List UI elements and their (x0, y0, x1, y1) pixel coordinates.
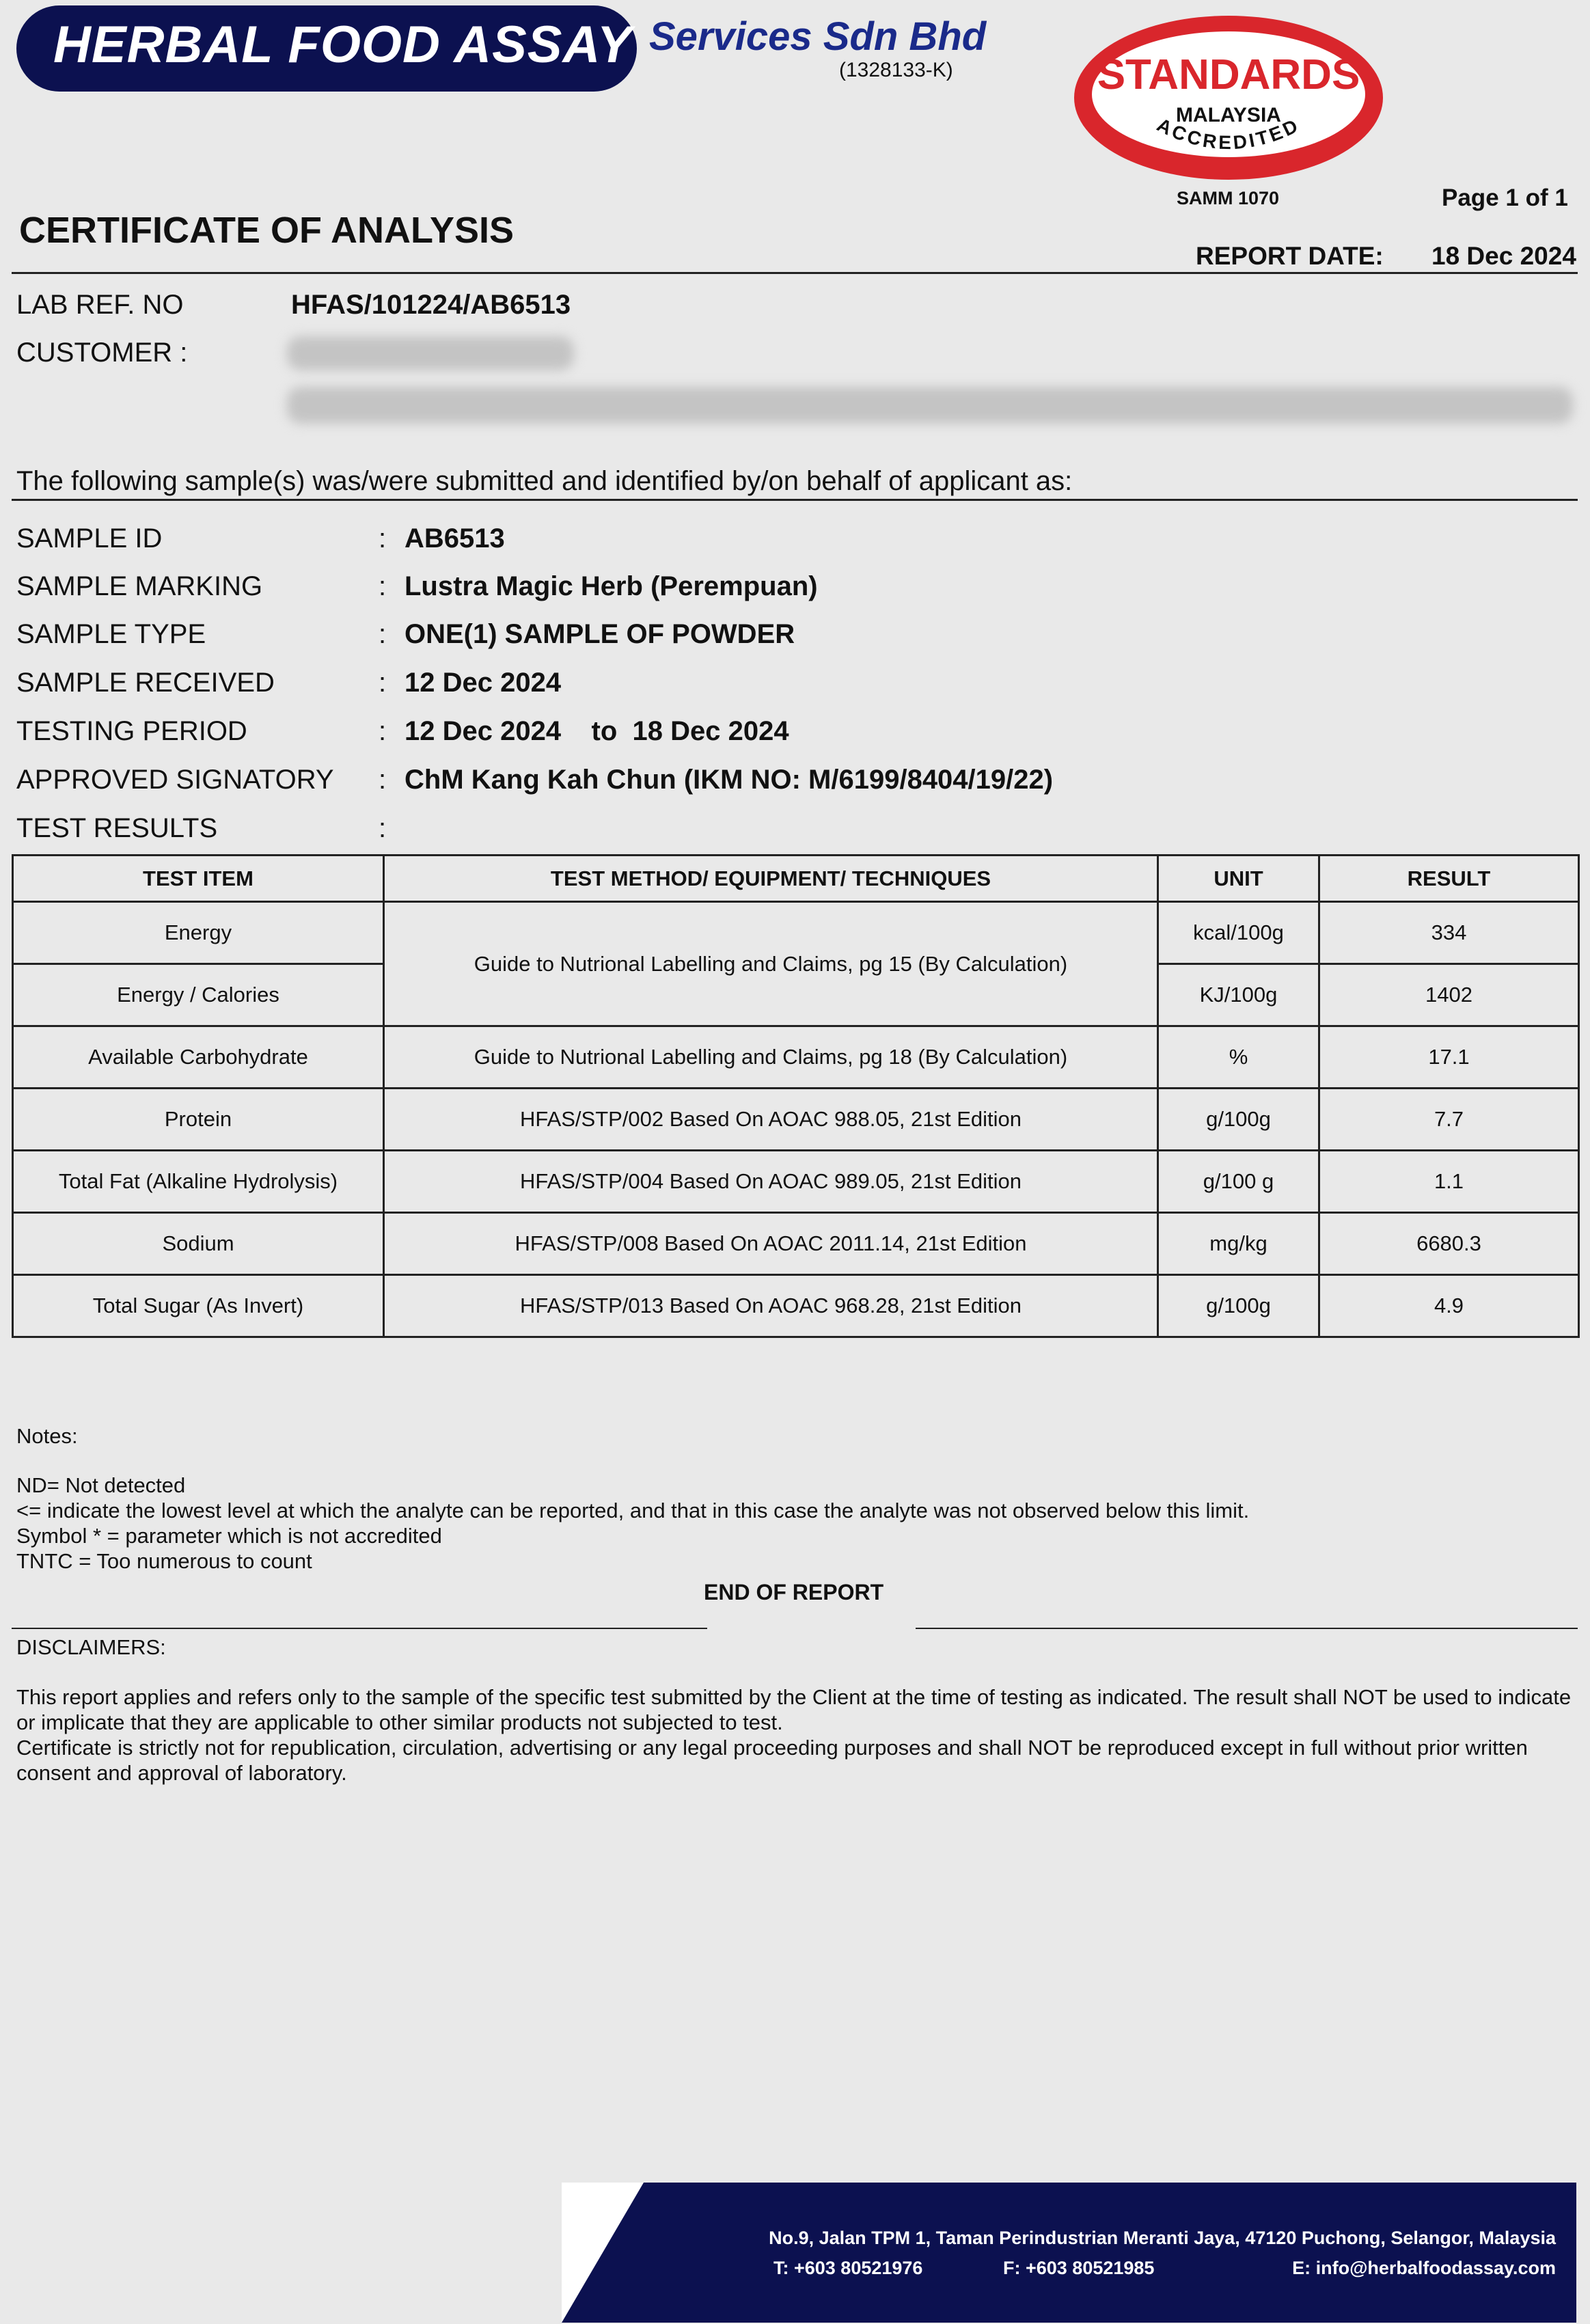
footer-phone: T: +603 80521976 (773, 2258, 923, 2278)
unit-cell: KJ/100g (1158, 964, 1319, 1026)
table-row (13, 902, 1579, 964)
colon: : (379, 813, 387, 843)
unit-cell: mg/kg (1158, 1213, 1319, 1275)
sample-marking-label: SAMPLE MARKING (16, 571, 263, 601)
colon: : (379, 571, 387, 601)
customer-name-redacted (287, 336, 574, 370)
test-method-cell: HFAS/STP/002 Based On AOAC 988.05, 21st Edition (384, 1089, 1158, 1151)
table-header-row (13, 856, 1579, 902)
colon: : (379, 668, 387, 698)
test-item-cell: Protein (13, 1089, 384, 1151)
test-method-cell: Guide to Nutrional Labelling and Claims, pg 15 (By Calculation) (384, 902, 1158, 1026)
end-rule-right (916, 1628, 1578, 1629)
table-row (13, 1089, 1579, 1151)
colon: : (379, 716, 387, 746)
test-method-cell: HFAS/STP/004 Based On AOAC 989.05, 21st Edition (384, 1151, 1158, 1213)
disclaimer-paragraph: Certificate is strictly not for republication, circulation, advertising or any legal proceeding purposes and shall NOT be reproduced except in full without prior written consent and approval of laboratory. (16, 1736, 1528, 1785)
report-date-value: 18 Dec 2024 (1431, 242, 1576, 270)
table-row (13, 1026, 1579, 1089)
seal-line-1: STANDARDS (1097, 51, 1360, 98)
disclaimer-paragraph: This report applies and refers only to the sample of the specific test submitted by the Client at the time of testing as indicated. The result shall NOT be used to indicate or implicate that they are applicable to other similar products not subjected to test. (16, 1685, 1572, 1734)
unit-cell: g/100 g (1158, 1151, 1319, 1213)
lab-ref-value: HFAS/101224/AB6513 (291, 290, 571, 320)
result-cell: 17.1 (1319, 1026, 1579, 1089)
sample-id-label: SAMPLE ID (16, 523, 163, 553)
sample-received-value: 12 Dec 2024 (405, 668, 562, 698)
test-item-cell: Energy (13, 902, 384, 964)
note-line: TNTC = Too numerous to count (16, 1549, 312, 1573)
test-item-cell: Total Sugar (As Invert) (13, 1275, 384, 1337)
result-cell: 1402 (1319, 964, 1579, 1026)
table-row (13, 1151, 1579, 1213)
lab-ref-label: LAB REF. NO (16, 290, 184, 320)
report-date-label: REPORT DATE: (1196, 242, 1384, 270)
table-row (13, 1213, 1579, 1275)
unit-cell: kcal/100g (1158, 902, 1319, 964)
document-title: CERTIFICATE OF ANALYSIS (19, 210, 515, 251)
seal-line-2: MALAYSIA (1176, 104, 1281, 126)
end-of-report: END OF REPORT (704, 1580, 884, 1604)
testing-period-value: 12 Dec 2024 to 18 Dec 2024 (405, 716, 789, 746)
header-divider (12, 272, 1578, 274)
sample-type-value: ONE(1) SAMPLE OF POWDER (405, 619, 795, 649)
footer-background (562, 2183, 1576, 2323)
result-cell: 334 (1319, 902, 1579, 964)
submission-intro: The following sample(s) was/were submitted and identified by/on behalf of applicant as: (16, 466, 1073, 496)
header-test-item: TEST ITEM (13, 856, 384, 902)
customer-address-redacted (287, 387, 1573, 424)
company-registration: (1328133-K) (839, 59, 953, 81)
standards-malaysia-seal-icon (1071, 12, 1386, 183)
footer-banner (562, 2183, 1576, 2323)
intro-divider (12, 499, 1578, 501)
unit-cell: g/100g (1158, 1275, 1319, 1337)
brand-suffix: Services Sdn Bhd (649, 14, 987, 59)
approved-signatory-label: APPROVED SIGNATORY (16, 765, 334, 795)
table-row (13, 1275, 1579, 1337)
sample-marking-value: Lustra Magic Herb (Perempuan) (405, 571, 818, 601)
results-table (12, 854, 1580, 1338)
note-line: ND= Not detected (16, 1473, 186, 1497)
test-item-cell: Total Fat (Alkaline Hydrolysis) (13, 1151, 384, 1213)
unit-cell: % (1158, 1026, 1319, 1089)
note-line: <= indicate the lowest level at which the analyte can be reported, and that in this case the analyte was not observed below this limit. (16, 1499, 1250, 1522)
footer-address: No.9, Jalan TPM 1, Taman Perindustrian Meranti Jaya, 47120 Puchong, Selangor, Malaysia (769, 2228, 1556, 2248)
header-unit: UNIT (1158, 856, 1319, 902)
result-cell: 7.7 (1319, 1089, 1579, 1151)
test-item-cell: Energy / Calories (13, 964, 384, 1026)
customer-label: CUSTOMER : (16, 338, 188, 368)
end-rule-left (12, 1628, 707, 1629)
footer-fax: F: +603 80521985 (1003, 2258, 1155, 2278)
sample-received-label: SAMPLE RECEIVED (16, 668, 275, 698)
testing-period-label: TESTING PERIOD (16, 716, 247, 746)
page-number: Page 1 of 1 (1442, 184, 1568, 211)
header-test-method: TEST METHOD/ EQUIPMENT/ TECHNIQUES (384, 856, 1158, 902)
unit-cell: g/100g (1158, 1089, 1319, 1151)
colon: : (379, 523, 387, 553)
seal-line-3: ACCREDITED (1153, 113, 1304, 154)
colon: : (379, 765, 387, 795)
test-method-cell: Guide to Nutrional Labelling and Claims, pg 18 (By Calculation) (384, 1026, 1158, 1089)
disclaimers-title: DISCLAIMERS: (16, 1635, 166, 1659)
result-cell: 4.9 (1319, 1275, 1579, 1337)
test-item-cell: Available Carbohydrate (13, 1026, 384, 1089)
sample-type-label: SAMPLE TYPE (16, 619, 206, 649)
header-result: RESULT (1319, 856, 1579, 902)
note-line: Symbol * = parameter which is not accredited (16, 1524, 442, 1548)
colon: : (379, 619, 387, 649)
test-results-label: TEST RESULTS (16, 813, 218, 843)
footer-email[interactable]: E: info@herbalfoodassay.com (1292, 2258, 1556, 2278)
samm-number: SAMM 1070 (1177, 188, 1280, 208)
notes-title: Notes: (16, 1424, 78, 1448)
test-method-cell: HFAS/STP/013 Based On AOAC 968.28, 21st Edition (384, 1275, 1158, 1337)
result-cell: 6680.3 (1319, 1213, 1579, 1275)
test-method-cell: HFAS/STP/008 Based On AOAC 2011.14, 21st Edition (384, 1213, 1158, 1275)
approved-signatory-value: ChM Kang Kah Chun (IKM NO: M/6199/8404/19/22) (405, 765, 1054, 795)
sample-id-value: AB6513 (405, 523, 505, 553)
test-item-cell: Sodium (13, 1213, 384, 1275)
brand-name: HERBAL FOOD ASSAY (53, 16, 633, 74)
result-cell: 1.1 (1319, 1151, 1579, 1213)
